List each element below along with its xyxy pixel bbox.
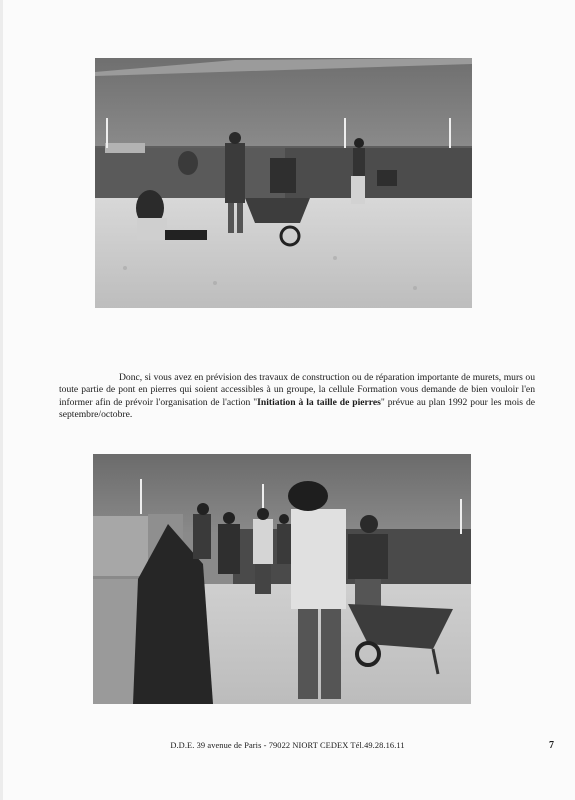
page-number: 7 [549,740,554,751]
photo-top-image [95,58,472,308]
body-text-part1: Donc, si vous avez en prévision des travaux de construction ou de réparation importante de murets, murs ou toute partie de pont en pierres qui soient accessibles à un groupe, la cellule Formation vous demande de bien vouloir l'en informer afin de prévoir l'organisation de l'action " [59,372,535,408]
photo-workers-wall-bottom [93,454,471,704]
body-text-bold: Initiation à la taille de pierres [257,396,381,408]
body-text-part2: " prévue au plan 1992 pour les mois de septembre/octobre. [59,396,536,421]
body-paragraph [59,372,535,422]
scan-edge-left [0,0,3,800]
photo-bottom-image [93,454,471,704]
page-footer: D.D.E. 39 avenue de Paris - 79022 NIORT CEDEX Tél.49.28.16.11 [170,741,405,750]
photo-workers-wall-top [95,58,472,308]
